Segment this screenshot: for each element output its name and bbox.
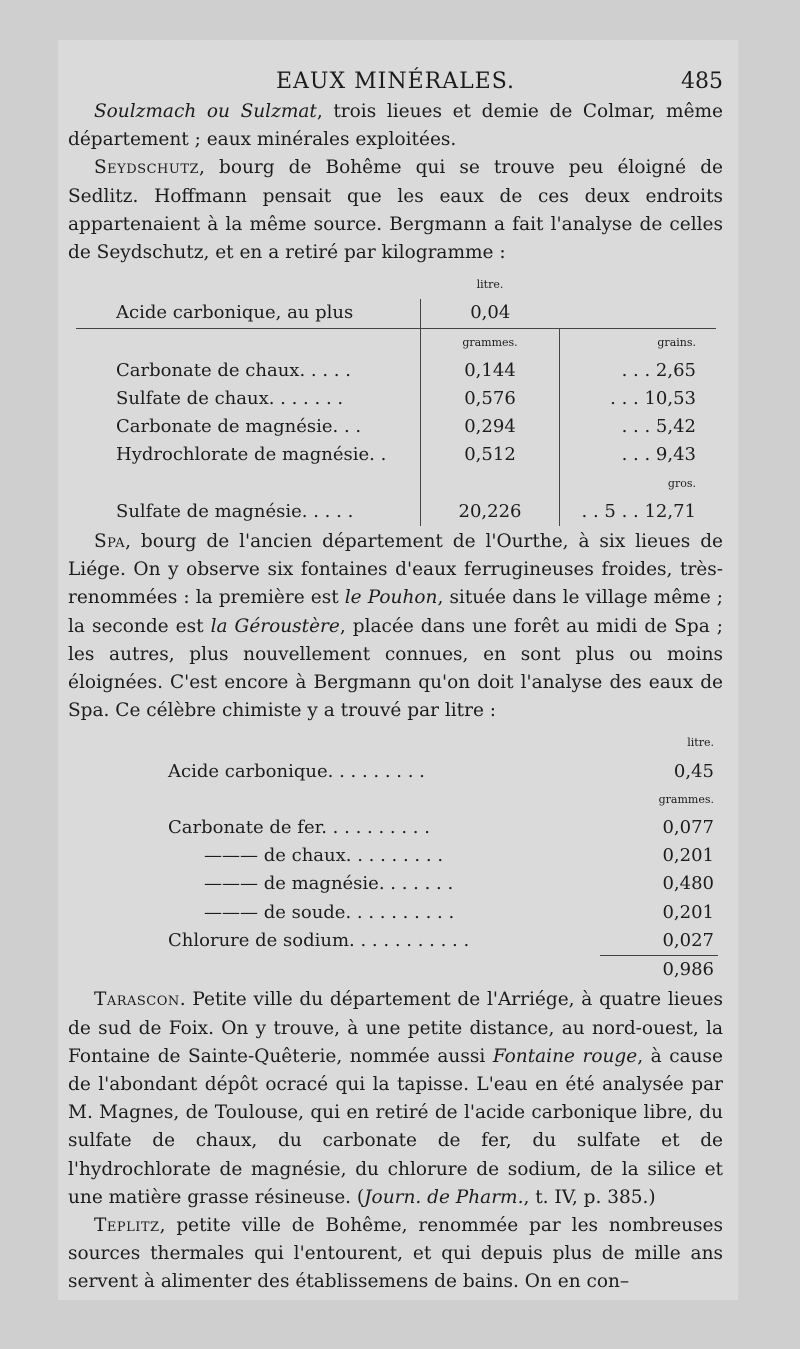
running-header: [68, 62, 723, 98]
table-row: Carbonate de chaux. . . . . 0,144 . . . 2,65: [76, 357, 716, 385]
table-row: Chlorure de sodium. . . . . . . . . . . 0,027: [168, 929, 714, 952]
row-label: Acide carbonique, au plus: [76, 299, 421, 328]
running-title: EAUX MINÉRALES.: [275, 69, 516, 94]
table-total-row: 0,986: [108, 956, 718, 985]
row-value: 0,04: [421, 299, 560, 328]
page-text: [68, 62, 723, 1297]
table-row: Acide carbonique. . . . . . . . . 0,45: [168, 760, 714, 782]
unit-label: litre.: [687, 736, 714, 750]
entry-text: , bourg de Bohême qui se trouve peu éloigné de Sedlitz. Hoffmann pensait que les eaux de ces deux endroits appartenaient à la même source. Bergmann a fait l'analyse de celles de Seydschutz, et en a retiré par kilogramme :: [68, 157, 723, 264]
table-row: ——— de soude. . . . . . . . . . 0,201: [204, 901, 714, 923]
entry-name: Soulzmach ou Sulzmat: [94, 101, 317, 122]
table-row: Carbonate de magnésie. . . 0,294 . . . 5,42: [76, 413, 716, 441]
unit-label: litre.: [476, 278, 504, 292]
table-row: ——— de magnésie. . . . . . . 0,480: [204, 873, 714, 895]
seydschutz-analysis-table: [76, 271, 716, 526]
unit-label: gros.: [560, 470, 717, 498]
entry-tarascon: Tarascon. Petite ville du département de l'Arriége, à quatre lieues de sud de Foix. On y trouve, à une petite distance, au nord-ouest, la Fontaine de Sainte-Quêterie, nommée aussi Fontaine rouge, à cause de l'abondant dépôt ocracé qui la tapisse. L'eau en été analysée par M. Magnes, de Toulouse, qui en retiré de l'acide carbonique libre, du sulfate de chaux, du carbonate de fer, du sulfate et de l'hydrochlorate de magnésie, du chlorure de sodium, de la silice et une matière grasse résineuse. (Journ. de Pharm., t. IV, p. 385.): [68, 989, 723, 1208]
entry-name: Tarascon: [94, 989, 180, 1011]
spa-analysis-table: [108, 729, 718, 984]
table-row: Sulfate de chaux. . . . . . . 0,576 . . . 10,53: [76, 385, 716, 413]
entry-name: Teplitz: [94, 1214, 160, 1236]
table-row: Hydrochlorate de magnésie. . 0,512 . . . 9,43: [76, 441, 716, 469]
entry-name: Spa: [94, 531, 126, 553]
entry-spa: Spa, bourg de l'ancien département de l'Ourthe, à six lieues de Liége. On y observe six fontaines d'eaux ferrugineuses froides, très-renommées : la première est le Pouhon, située dans le village même ; la seconde est la Géroustère, placée dans une forêt au midi de Spa ; les autres, plus nouvellement connues, en sont plus ou moins éloignées. C'est encore à Bergmann qu'on doit l'analyse des eaux de Spa. Ce célèbre chimiste y a trouvé par litre :: [68, 531, 724, 722]
table-row: Carbonate de fer. . . . . . . . . . 0,077: [168, 817, 714, 839]
entry-seydschutz: [68, 154, 723, 267]
unit-label: grains.: [560, 328, 717, 357]
unit-label: grammes.: [658, 792, 714, 806]
entry-text: , trois lieues et demie de Colmar, même département ; eaux minérales exploitées.: [68, 101, 724, 151]
entry-name: Seydschutz: [94, 157, 200, 179]
entry-teplitz: Teplitz, petite ville de Bohême, renommée par les nombreuses sources thermales qui l'entourent, et qui depuis plus de mille ans servent à alimenter des établissemens de bains. On en con–: [68, 1214, 723, 1293]
table-row: ——— de chaux. . . . . . . . . 0,201: [204, 845, 714, 867]
table-row: Sulfate de magnésie. . . . . 20,226 . . 5 . . 12,71: [76, 498, 716, 526]
entry-soulzmach: [68, 98, 723, 154]
unit-label: grammes.: [421, 328, 560, 357]
page-number: 485: [681, 69, 723, 94]
